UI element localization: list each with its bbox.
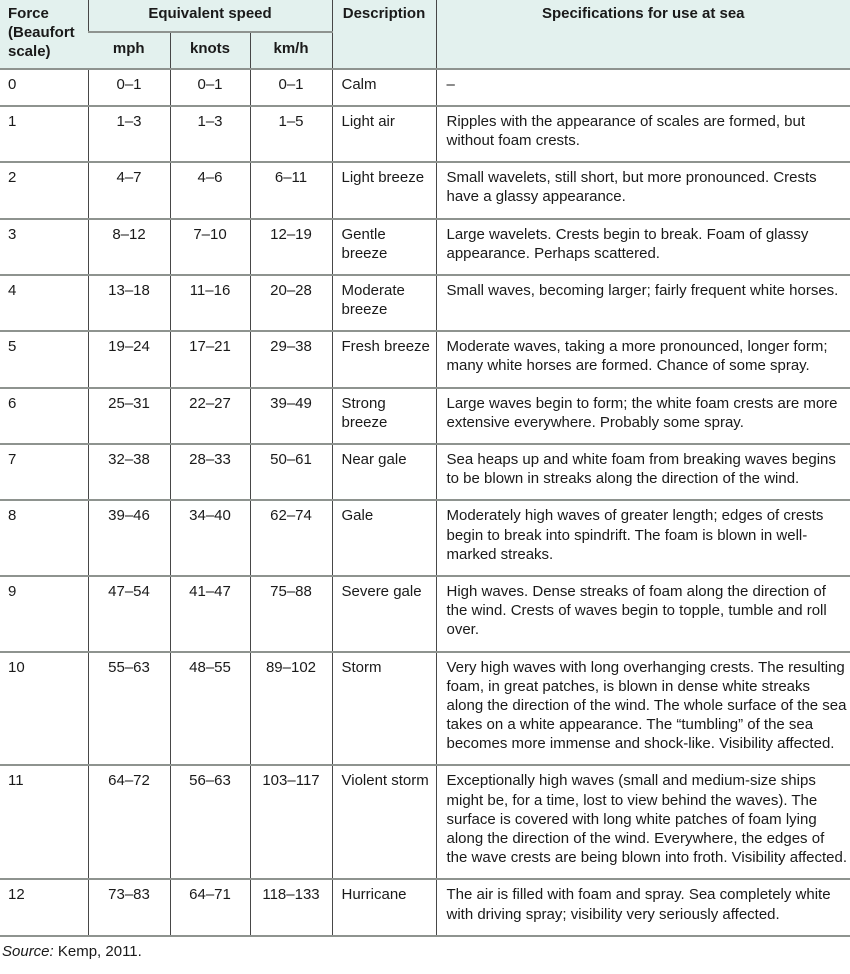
- description-cell: Gentle breeze: [332, 219, 436, 275]
- knots-cell: 7–10: [170, 219, 250, 275]
- table-row: [0, 765, 850, 879]
- force-cell: 7: [0, 444, 88, 500]
- kmh-cell: 62–74: [250, 500, 332, 576]
- mph-cell: 47–54: [88, 576, 170, 652]
- mph-cell: 25–31: [88, 388, 170, 444]
- description-cell: Storm: [332, 652, 436, 766]
- knots-cell: 4–6: [170, 162, 250, 218]
- force-cell: 3: [0, 219, 88, 275]
- table-row: [0, 879, 850, 935]
- specification-cell: Small waves, becoming larger; fairly frequent white horses.: [436, 275, 850, 331]
- kmh-cell: 50–61: [250, 444, 332, 500]
- mph-cell: 4–7: [88, 162, 170, 218]
- knots-cell: 17–21: [170, 331, 250, 387]
- description-cell: Violent storm: [332, 765, 436, 879]
- knots-cell: 56–63: [170, 765, 250, 879]
- kmh-cell: 75–88: [250, 576, 332, 652]
- specification-cell: Very high waves with long overhanging crests. The resulting foam, in great patches, is blown in dense white streaks along the direction of the wind. The whole surface of the sea takes on a white appearance. The “tumbling” of the sea becomes more immense and shock-like. Visibility affected.: [436, 652, 850, 766]
- specification-cell: Ripples with the appearance of scales are formed, but without foam crests.: [436, 106, 850, 162]
- specification-cell: Moderate waves, taking a more pronounced, longer form; many white horses are formed. Chance of some spray.: [436, 331, 850, 387]
- mph-cell: 8–12: [88, 219, 170, 275]
- mph-cell: 73–83: [88, 879, 170, 935]
- source-note: [0, 937, 850, 964]
- column-header-knots: knots: [170, 32, 250, 69]
- force-cell: 0: [0, 69, 88, 106]
- specification-cell: Moderately high waves of greater length; edges of crests begin to break into spindrift. The foam is blown in well-marked streaks.: [436, 500, 850, 576]
- table-row: [0, 162, 850, 218]
- force-cell: 6: [0, 388, 88, 444]
- column-header-kmh: km/h: [250, 32, 332, 69]
- kmh-cell: 20–28: [250, 275, 332, 331]
- kmh-cell: 118–133: [250, 879, 332, 935]
- table-row: [0, 275, 850, 331]
- knots-cell: 1–3: [170, 106, 250, 162]
- table-row: [0, 652, 850, 766]
- column-header-equivalent-speed: Equivalent speed: [88, 0, 332, 32]
- description-cell: Near gale: [332, 444, 436, 500]
- knots-cell: 48–55: [170, 652, 250, 766]
- kmh-cell: 6–11: [250, 162, 332, 218]
- knots-cell: 11–16: [170, 275, 250, 331]
- specification-cell: Large wavelets. Crests begin to break. Foam of glassy appearance. Perhaps scattered.: [436, 219, 850, 275]
- kmh-cell: 1–5: [250, 106, 332, 162]
- force-cell: 12: [0, 879, 88, 935]
- table-row: [0, 106, 850, 162]
- force-cell: 2: [0, 162, 88, 218]
- knots-cell: 22–27: [170, 388, 250, 444]
- column-header-mph: mph: [88, 32, 170, 69]
- column-header-specifications: Specifications for use at sea: [436, 0, 850, 69]
- description-cell: Moderate breeze: [332, 275, 436, 331]
- description-cell: Calm: [332, 69, 436, 106]
- force-cell: 11: [0, 765, 88, 879]
- mph-cell: 19–24: [88, 331, 170, 387]
- table-header: [0, 0, 850, 69]
- description-cell: Hurricane: [332, 879, 436, 935]
- description-cell: Strong breeze: [332, 388, 436, 444]
- force-cell: 9: [0, 576, 88, 652]
- kmh-cell: 103–117: [250, 765, 332, 879]
- description-cell: Fresh breeze: [332, 331, 436, 387]
- force-cell: 4: [0, 275, 88, 331]
- source-text: Kemp, 2011.: [57, 942, 142, 960]
- header-row-top: [0, 0, 850, 32]
- kmh-cell: 12–19: [250, 219, 332, 275]
- specification-cell: The air is filled with foam and spray. Sea completely white with driving spray; visibility very seriously affected.: [436, 879, 850, 935]
- knots-cell: 41–47: [170, 576, 250, 652]
- force-cell: 10: [0, 652, 88, 766]
- table-row: [0, 444, 850, 500]
- mph-cell: 39–46: [88, 500, 170, 576]
- specification-cell: –: [436, 69, 850, 106]
- specification-cell: Large waves begin to form; the white foam crests are more extensive everywhere. Probably some spray.: [436, 388, 850, 444]
- source-label: Source:: [2, 942, 54, 960]
- mph-cell: 64–72: [88, 765, 170, 879]
- kmh-cell: 0–1: [250, 69, 332, 106]
- kmh-cell: 39–49: [250, 388, 332, 444]
- kmh-cell: 29–38: [250, 331, 332, 387]
- column-header-description: Description: [332, 0, 436, 69]
- table-row: [0, 388, 850, 444]
- mph-cell: 32–38: [88, 444, 170, 500]
- knots-cell: 28–33: [170, 444, 250, 500]
- knots-cell: 34–40: [170, 500, 250, 576]
- table-row: [0, 500, 850, 576]
- column-header-force: Force (Beaufort scale): [0, 0, 88, 69]
- mph-cell: 0–1: [88, 69, 170, 106]
- mph-cell: 13–18: [88, 275, 170, 331]
- specification-cell: Sea heaps up and white foam from breaking waves begins to be blown in streaks along the direction of the wind.: [436, 444, 850, 500]
- description-cell: Gale: [332, 500, 436, 576]
- knots-cell: 0–1: [170, 69, 250, 106]
- table-row: [0, 219, 850, 275]
- specification-cell: Exceptionally high waves (small and medium-size ships might be, for a time, lost to view behind the waves). The surface is covered with long white patches of foam lying along the direction of the wind. Everywhere, the edges of the wave crests are being blown into froth. Visibility affected.: [436, 765, 850, 879]
- specification-cell: High waves. Dense streaks of foam along the direction of the wind. Crests of waves begin to topple, tumble and roll over.: [436, 576, 850, 652]
- specification-cell: Small wavelets, still short, but more pronounced. Crests have a glassy appearance.: [436, 162, 850, 218]
- table-row: [0, 69, 850, 106]
- table-row: [0, 576, 850, 652]
- force-cell: 5: [0, 331, 88, 387]
- description-cell: Light breeze: [332, 162, 436, 218]
- kmh-cell: 89–102: [250, 652, 332, 766]
- mph-cell: 55–63: [88, 652, 170, 766]
- table-body: [0, 69, 850, 936]
- table-row: [0, 331, 850, 387]
- description-cell: Severe gale: [332, 576, 436, 652]
- force-cell: 8: [0, 500, 88, 576]
- knots-cell: 64–71: [170, 879, 250, 935]
- force-cell: 1: [0, 106, 88, 162]
- description-cell: Light air: [332, 106, 436, 162]
- mph-cell: 1–3: [88, 106, 170, 162]
